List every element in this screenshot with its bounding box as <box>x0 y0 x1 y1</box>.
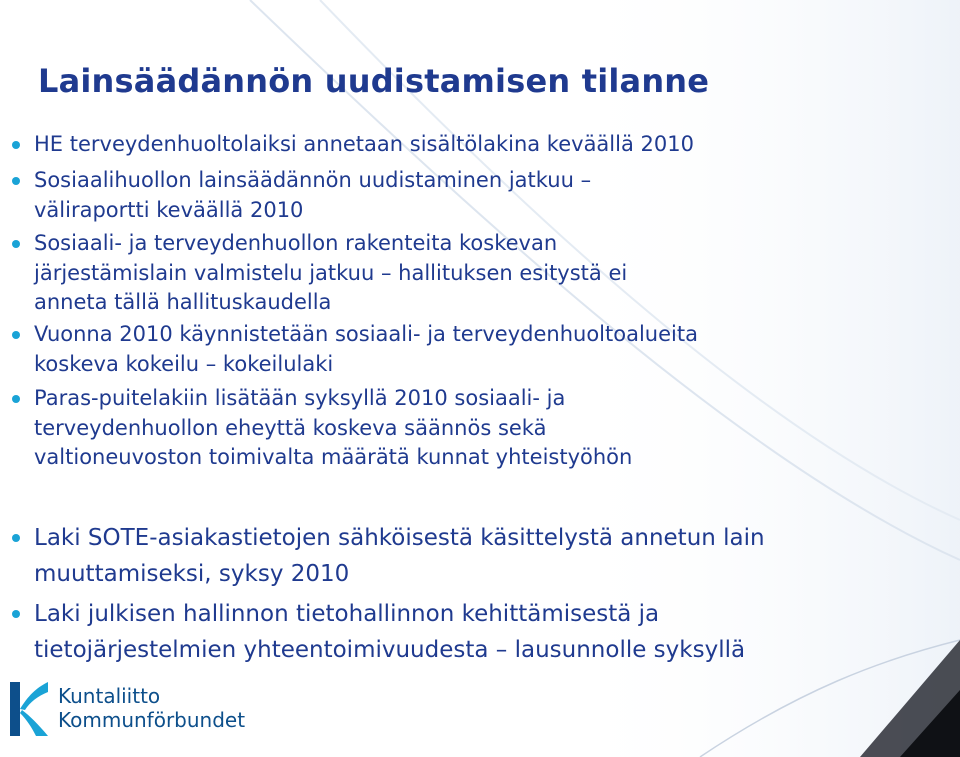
bullet-dot-icon <box>12 177 20 185</box>
bullet-text-line: HE terveydenhuoltolaiksi annetaan sisältölakina keväällä 2010 <box>34 132 694 156</box>
bullet-text-line: koskeva kokeilu – kokeilulaki <box>34 351 334 376</box>
bullet-item <box>34 596 934 668</box>
bullet-text-line: Sosiaali- ja terveydenhuollon rakenteita koskevan <box>34 231 558 255</box>
bullet-text-line: muuttamiseksi, syksy 2010 <box>34 561 350 587</box>
kuntaliitto-k-logo-icon <box>8 680 50 738</box>
bullet-text-line: Laki julkisen hallinnon tietohallinnon kehittämisestä ja <box>34 601 660 627</box>
bullet-text-line: Sosiaalihuollon lainsäädännön uudistaminen jatkuu – <box>34 168 592 192</box>
logo-line-1: Kuntaliitto <box>58 684 161 708</box>
bullet-text-line: Vuonna 2010 käynnistetään sosiaali- ja terveydenhuoltoalueita <box>34 322 698 346</box>
bullet-text-line: anneta tällä hallituskaudella <box>34 290 332 314</box>
bullet-item <box>34 384 934 473</box>
bullet-item <box>34 520 934 592</box>
bullet-text-line: järjestämislain valmistelu jatkuu – hallituksen esitystä ei <box>34 260 628 285</box>
bullet-text-line: tietojärjestelmien yhteentoimivuudesta – lausunnolle syksyllä <box>34 637 746 663</box>
logo-line-2: Kommunförbundet <box>58 708 246 732</box>
bullet-dot-icon <box>12 395 20 403</box>
bullet-dot-icon <box>12 534 20 542</box>
slide-title: Lainsäädännön uudistamisen tilanne <box>38 62 710 100</box>
bullet-text-line: terveydenhuollon eheyttä koskeva säännös sekä <box>34 415 547 440</box>
bullet-dot-icon <box>12 331 20 339</box>
bullet-text-line: Laki SOTE-asiakastietojen sähköisestä käsittelystä annetun lain <box>34 525 765 551</box>
bullet-text-line: valtioneuvoston toimivalta määrätä kunnat yhteistyöhön <box>34 445 633 469</box>
bullet-item <box>34 229 934 318</box>
bullet-text-line: väliraportti keväällä 2010 <box>34 197 304 222</box>
bullet-item <box>34 130 934 160</box>
bullet-dot-icon <box>12 141 20 149</box>
bullet-item <box>34 166 934 225</box>
kuntaliitto-logo <box>8 678 268 742</box>
bullet-text-line: Paras-puitelakiin lisätään syksyllä 2010 sosiaali- ja <box>34 386 566 410</box>
logo-wordmark <box>58 684 245 732</box>
bullet-dot-icon <box>12 610 20 618</box>
bullet-dot-icon <box>12 240 20 248</box>
bullet-item <box>34 320 934 379</box>
